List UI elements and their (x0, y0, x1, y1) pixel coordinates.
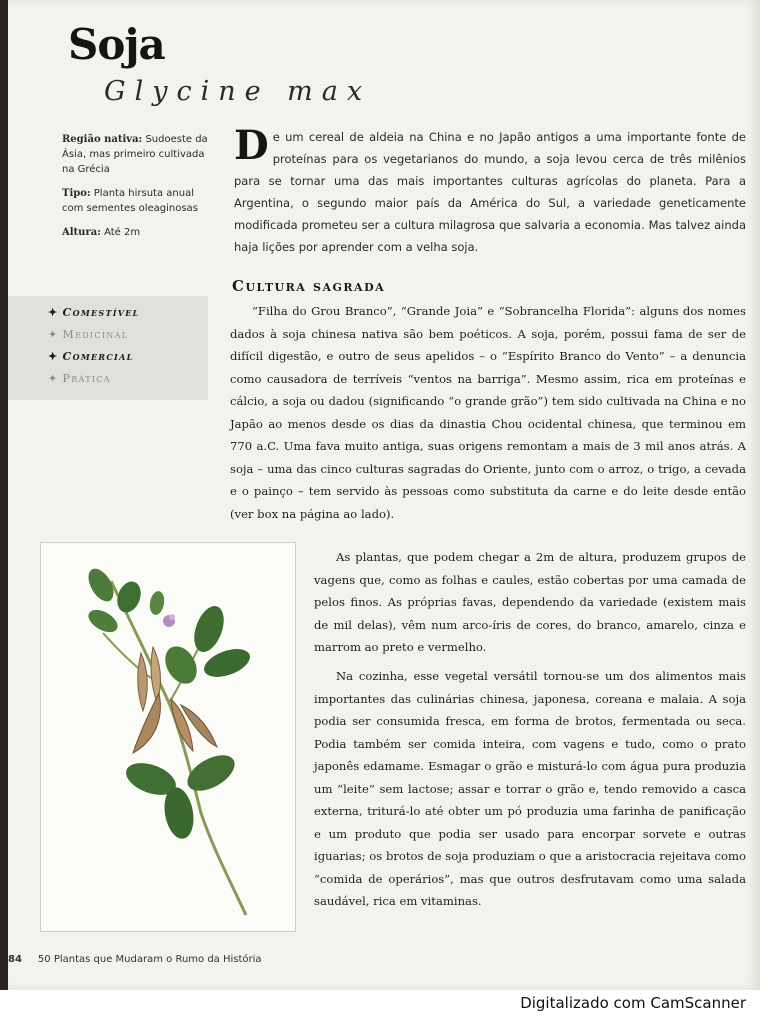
uses-list (8, 296, 208, 394)
use-item (48, 372, 208, 394)
body-paragraph-1: “Filha do Grou Branco”, “Grande Joia” e “Sobrancelha Florida”: alguns dos nomes dados à soja chinesa nativa são bem poéticos. A soja, porém, possui fama de ser de difícil digestão, e outro de seus apelidos – o “Espírito Branco do Vento” – a denuncia como causadora de terríveis “ventos na barriga”. Mesmo assim, rica em proteínas e cálcio, a soja ou dadou (significando “o grande grão”) tem sido cultivada na China e no Japão ao menos desde os dias da dinastia Chou ocidental chinesa, que terminou em 770 a.C. Uma fava muito antiga, suas origens remontam a mais de 3 mil anos atrás. A soja – uma das cinco culturas sagradas do Oriente, junto com o arroz, o trigo, a cevada e o painço – tem servido às pessoas como substituta da carne e do leite desde então (ver box na página ao lado). (230, 304, 746, 521)
intro-paragraph (234, 122, 746, 258)
fact-type (62, 186, 212, 216)
fact-height-label: Altura: (62, 227, 101, 238)
star-bullet-icon: ✦ (48, 372, 59, 385)
plant-facts (62, 132, 212, 249)
body-paragraph-2: As plantas, que podem chegar a 2m de altura, produzem grupos de vagens que, como as folhas e caules, estão cobertas por uma camada de pelos finos. As próprias favas, dependendo da variedade (existem mais de mil delas), vêm num arco-íris de cores, do branco, amarelo, cinza e marrom ao preto e vermelho. (314, 550, 746, 654)
use-label: Prática (62, 372, 111, 385)
fact-type-value: Planta hirsuta anual com sementes oleaginosas (62, 188, 198, 214)
scanner-watermark: Digitalizado com CamScanner (520, 994, 746, 1012)
section-title: Cultura sagrada (232, 277, 386, 295)
soybean-plant-drawing (41, 543, 295, 931)
soybean-illustration (40, 542, 296, 932)
page-title: Soja (68, 20, 165, 69)
star-bullet-icon: ✦ (48, 306, 59, 319)
page-edge (0, 0, 8, 990)
uses-panel (8, 296, 208, 400)
use-item (48, 328, 208, 350)
star-bullet-icon: ✦ (48, 350, 59, 363)
scientific-name: Glycine max (104, 76, 372, 107)
star-bullet-icon: ✦ (48, 328, 59, 341)
fact-region-value: Sudoeste da Ásia, mas primeiro cultivada na Grécia (62, 134, 208, 175)
fact-region (62, 132, 212, 177)
body-paragraph-3: Na cozinha, esse vegetal versátil tornou-se um dos alimentos mais importantes das culinárias chinesa, japonesa, coreana e malaia. A soja podia ser consumida fresca, em forma de brotos, fermentada ou seca. Podia também ser comida inteira, com vagens e tudo, como o prato japonês edamame. Esmagar o grão e misturá-lo com água pura produzia um “leite” sem lactose; assar e torrar o grão e, tendo removido a casca externa, triturá-lo até obter um pó produzia uma farinha de panificação e um produto que podia ser usado para encorpar sorvete e outras iguarias; os brotos de soja produziam o que a aristocracia rejeitava como “comida de operários”, mas que outros desfrutavam como uma salada saudável, rica em vitaminas. (314, 669, 746, 908)
use-label: Comercial (62, 350, 134, 363)
page-number: 84 (8, 954, 22, 965)
fact-type-label: Tipo: (62, 188, 91, 199)
drop-cap: D (234, 122, 269, 169)
page-footer (8, 954, 262, 965)
use-label: Medicinal (62, 328, 129, 341)
fact-height (62, 225, 212, 240)
use-item (48, 306, 208, 328)
use-label: Comestível (62, 306, 140, 319)
fact-height-value: Até 2m (104, 227, 141, 238)
fact-region-label: Região nativa: (62, 134, 143, 145)
book-title: 50 Plantas que Mudaram o Rumo da História (37, 954, 262, 965)
intro-text: e um cereal de aldeia na China e no Japão antigos a uma importante fonte de proteínas para os vegetarianos do mundo, a soja levou cerca de três milênios para se tornar uma das mais importantes culturas agrícolas do planeta. Para a Argentina, o segundo maior país da América do Sul, a variedade geneticamente modificada prometeu ser a cultura milagrosa que salvaria a economia. Mas talvez ainda haja lições por aprender com a velha soja. (234, 130, 746, 254)
use-item (48, 350, 208, 372)
